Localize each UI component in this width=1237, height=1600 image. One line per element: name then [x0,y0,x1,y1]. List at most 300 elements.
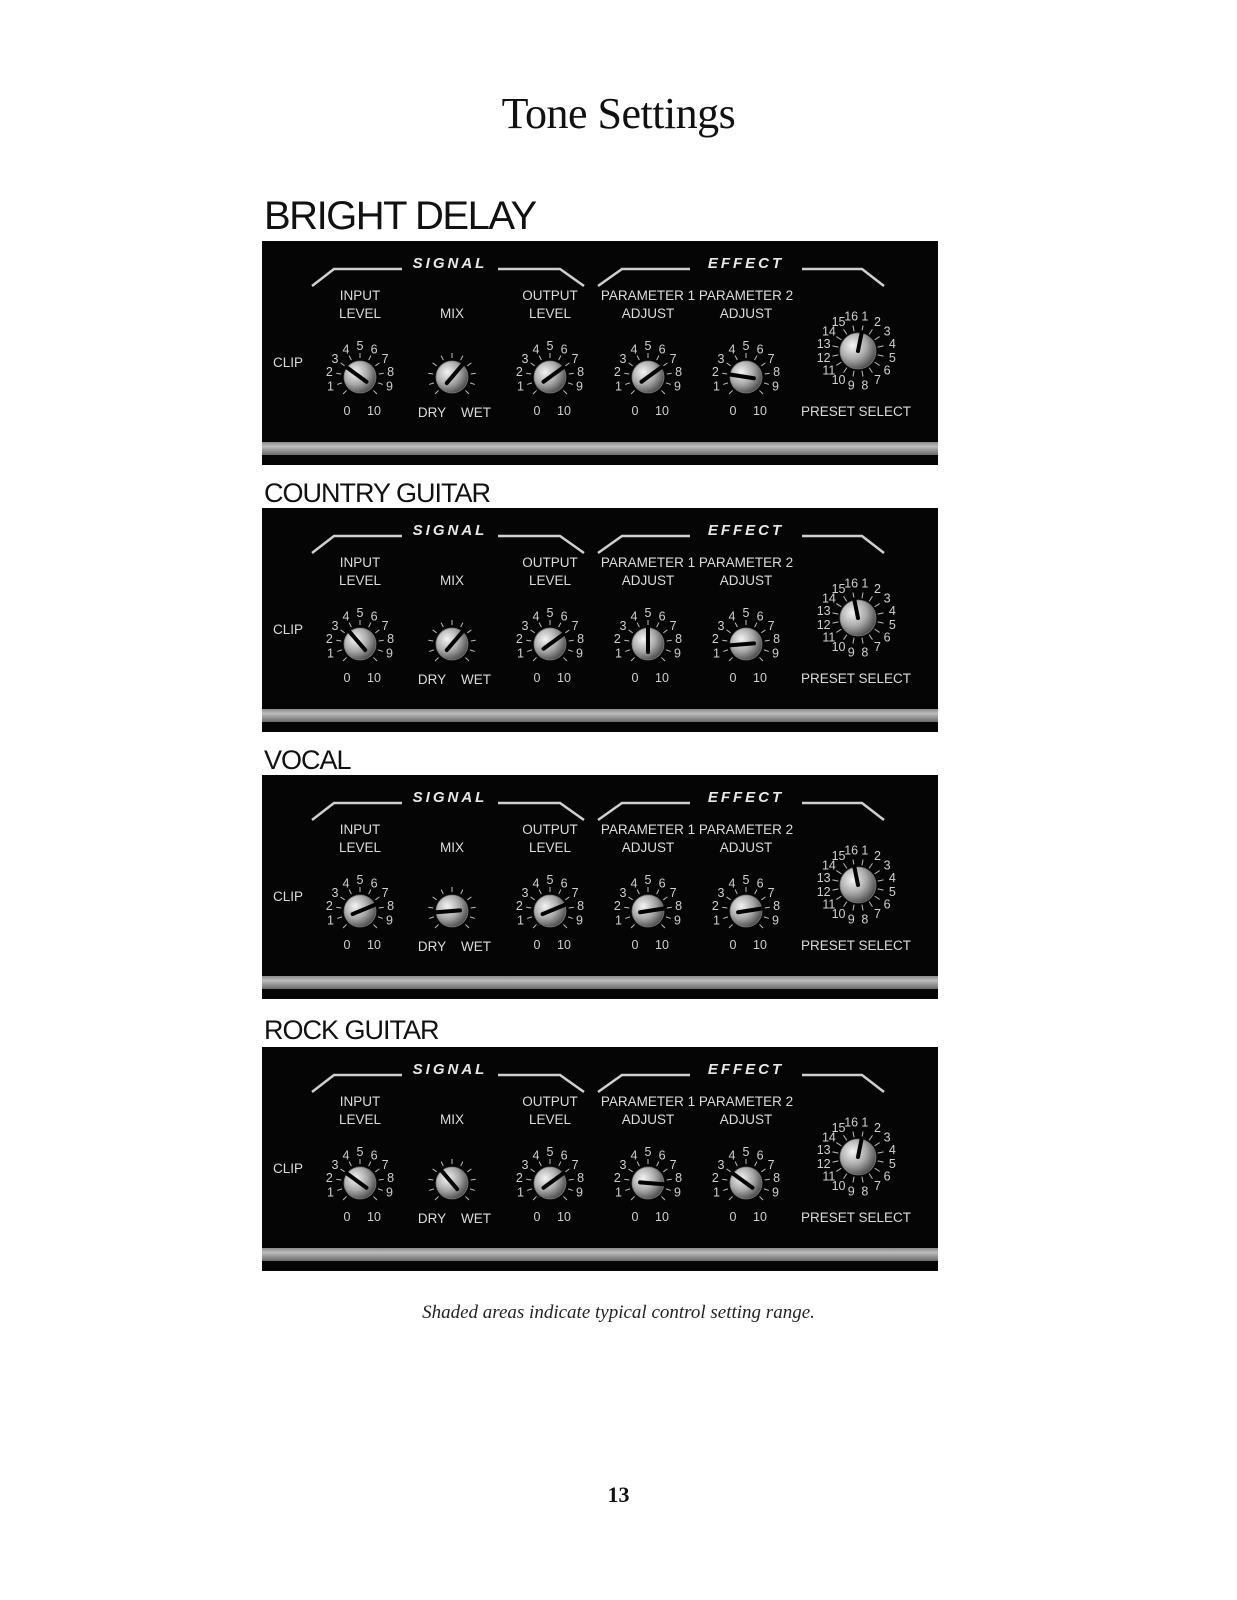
dial-tick [531,897,535,900]
dial-tick [336,373,341,374]
dial-tick [539,1162,541,1166]
preset-tick [832,1161,838,1162]
dial-number: 6 [658,609,666,624]
param2-label: PARAMETER 2 [698,1094,794,1109]
dial-tick [526,640,531,641]
preset-number: 9 [847,912,855,927]
dial-tick [539,890,541,894]
preset-tick [878,1161,884,1162]
preset-tick [878,613,884,614]
dial-number: 7 [381,885,389,900]
dial-tick [663,897,667,900]
param1-label: ADJUST [621,1112,675,1127]
dial-tick [433,897,437,900]
dial-number: 4 [342,876,350,891]
dial-number: 9 [386,1185,393,1200]
dial-number: 5 [644,339,652,353]
dial-tick [637,890,639,894]
dial-tick [527,917,532,919]
preset-tick [875,337,880,340]
dial-tick [629,363,633,366]
dial-number: 10 [655,1210,669,1224]
input-level-label: LEVEL [338,306,382,321]
dial-number: 4 [728,342,736,357]
dial-number: 1 [327,913,334,928]
dial-number: 1 [327,379,334,394]
dial-tick [666,650,671,652]
dial-number: 2 [515,899,523,914]
dial-tick [624,907,629,908]
dial-number: 3 [619,351,627,366]
param2-label: ADJUST [719,1112,773,1127]
preset-number: 16 [844,843,859,858]
dial-tick [765,907,770,908]
dial-number: 6 [658,876,666,891]
dial-tick [373,1196,377,1200]
dial-number: 2 [613,365,621,380]
dial-number: 7 [669,351,677,366]
preset-number: 1 [861,576,869,591]
param1-label: ADJUST [621,306,675,321]
dial-tick [631,924,635,928]
dial-number: 5 [546,1145,554,1159]
dial-tick [764,917,769,919]
dial-tick [729,1196,733,1200]
page-title: Tone Settings [501,89,736,138]
output-level-knob[interactable] [516,873,584,952]
dial-number: 1 [713,913,720,928]
dial-tick [568,917,573,919]
dial-number: 9 [386,646,393,661]
dial-tick [461,356,463,360]
dial-number: 3 [331,351,339,366]
preset-tick [862,859,863,865]
preset-number: 8 [861,1184,869,1199]
preset-tick [862,592,863,598]
dial-tick [471,373,476,374]
mix-knob[interactable] [428,620,475,661]
dial-tick [337,1189,342,1191]
dial-tick [429,917,434,919]
input-level-knob[interactable] [326,339,394,418]
dial-number: 3 [717,1157,725,1172]
dial-number: 6 [370,609,378,624]
dial-number: 7 [571,618,579,633]
dial-tick [373,924,377,928]
dial-number: 10 [753,404,767,418]
clip-label: CLIP [272,355,304,370]
input-level-label: INPUT [339,288,381,303]
dial-tick [467,630,471,633]
preset-number: 7 [873,373,881,388]
dial-tick [661,924,665,928]
dial-tick [663,1169,667,1172]
dial-tick [569,907,574,908]
section-signal-label: SIGNAL [412,1061,488,1078]
output-level-label: OUTPUT [522,822,578,837]
dial-number: 8 [387,365,395,380]
section-brackets [312,269,884,286]
dry-label: DRY [417,939,447,954]
dial-tick [761,1169,765,1172]
param2-knob[interactable] [712,873,780,952]
dial-tick [624,373,629,374]
dial-tick [667,1179,672,1180]
preset-tick [844,635,847,640]
dial-tick [429,650,434,652]
dial-number: 5 [546,339,554,353]
input-level-knob[interactable] [326,606,394,685]
preset-tick [836,1143,841,1146]
dial-tick [729,390,733,394]
dial-tick [349,356,351,360]
dial-number: 3 [717,885,725,900]
dial-number: 9 [674,1185,681,1200]
dial-number: 4 [630,1148,638,1163]
dial-tick [441,356,443,360]
dial-tick [727,1169,731,1172]
preset-number: 2 [873,1120,881,1135]
preset-number: 7 [873,1179,881,1194]
dial-number: 5 [742,1145,750,1159]
dial-tick [624,1179,629,1180]
dial-tick [336,640,341,641]
preset-name: VOCAL [264,745,351,775]
dial-tick [629,1169,633,1172]
dial-number: 1 [517,1185,524,1200]
dial-number: 8 [577,365,585,380]
dial-tick [729,657,733,661]
preset-tick [853,905,854,911]
dial-tick [378,383,383,385]
dial-tick [533,1196,537,1200]
output-level-knob[interactable] [516,1145,584,1224]
dial-tick [343,657,347,661]
dial-tick [465,390,469,394]
dial-number: 8 [675,899,683,914]
dial-tick [722,907,727,908]
dial-number: 4 [342,1148,350,1163]
dial-number: 9 [386,379,393,394]
dial-number: 10 [753,1210,767,1224]
dial-number: 3 [717,351,725,366]
input-level-label: LEVEL [338,840,382,855]
output-level-knob[interactable] [516,606,584,685]
dial-tick [373,657,377,661]
dial-tick [764,383,769,385]
output-level-knob[interactable] [516,339,584,418]
param2-knob[interactable] [712,339,780,418]
dial-number: 3 [521,1157,529,1172]
output-level-label: OUTPUT [522,1094,578,1109]
preset-number: 1 [861,309,869,324]
preset-number: 15 [831,581,846,596]
dial-tick [667,640,672,641]
param1-knob[interactable] [614,606,682,685]
dial-number: 3 [619,618,627,633]
dial-number: 2 [613,899,621,914]
dial-number: 8 [773,632,781,647]
preset-tick [878,622,884,623]
dial-tick [379,373,384,374]
dial-tick [441,1162,443,1166]
dial-number: 9 [772,913,779,928]
param1-knob[interactable] [614,339,682,418]
dial-number: 7 [669,1157,677,1172]
dial-tick [343,390,347,394]
dial-tick [765,640,770,641]
dial-tick [378,917,383,919]
dial-tick [761,630,765,633]
dial-number: 5 [644,873,652,887]
dial-number: 6 [370,342,378,357]
dial-tick [470,650,475,652]
preset-tick [875,1143,880,1146]
preset-number: 5 [888,617,896,632]
dial-number: 2 [711,365,719,380]
dial-number: 0 [729,671,737,685]
preset-tick [853,638,854,644]
clip-label: CLIP [272,622,304,637]
preset-number: 8 [861,645,869,660]
dial-number: 9 [772,646,779,661]
preset-tick [832,880,838,881]
dial-tick [666,1189,671,1191]
preset-number: 8 [861,378,869,393]
dry-label: DRY [417,1211,447,1226]
dial-tick [375,1169,379,1172]
dial-tick [759,1196,763,1200]
dial-number: 4 [532,876,540,891]
preset-number: 16 [844,309,859,324]
preset-number: 10 [831,1179,846,1194]
dial-tick [375,897,379,900]
dial-tick [565,897,569,900]
dial-tick [722,1179,727,1180]
dial-tick [533,390,537,394]
param1-knob[interactable] [614,1145,682,1224]
panel-graphics [262,775,938,999]
dial-tick [661,1196,665,1200]
dial-tick [433,1169,437,1172]
preset-tick [832,622,838,623]
dial-number: 8 [387,632,395,647]
preset-tick [869,863,872,868]
dial-number: 10 [557,404,571,418]
dial-number: 7 [381,1157,389,1172]
dial-number: 0 [343,671,351,685]
dial-tick [533,657,537,661]
preset-tick [836,337,841,340]
caption: Shaded areas indicate typical control setting range. [422,1302,815,1323]
dial-tick [337,383,342,385]
dial-tick [435,657,439,661]
section-signal-label: SIGNAL [412,789,488,806]
preset-tick [844,596,847,601]
dial-tick [373,390,377,394]
param2-knob[interactable] [712,606,780,685]
preset-tick [844,1174,847,1179]
param1-label: ADJUST [621,573,675,588]
param2-label: ADJUST [719,306,773,321]
preset-number: 16 [844,576,859,591]
dial-number: 1 [517,913,524,928]
dial-number: 1 [615,379,622,394]
preset-select-label: PRESET SELECT [800,671,912,686]
dial-number: 5 [356,873,364,887]
dial-number: 4 [532,342,540,357]
dial-number: 5 [356,339,364,353]
dial-tick [470,383,475,385]
dial-number: 3 [521,618,529,633]
dial-number: 6 [658,342,666,357]
param2-knob[interactable] [712,1145,780,1224]
preset-tick [869,596,872,601]
dial-tick [461,623,463,627]
dial-tick [531,1169,535,1172]
preset-number: 5 [888,350,896,365]
preset-number: 6 [883,363,891,378]
preset-number: 3 [883,324,891,339]
section-signal-label: SIGNAL [412,522,488,539]
dial-number: 2 [325,365,333,380]
output-level-label: OUTPUT [522,555,578,570]
preset-number: 14 [821,858,836,873]
preset-number: 15 [831,1120,846,1135]
dial-number: 6 [756,342,764,357]
dial-tick [337,917,342,919]
preset-select-knob[interactable] [817,310,896,393]
dial-tick [563,924,567,928]
dial-tick [764,1189,769,1191]
preset-number: 6 [883,630,891,645]
preset-number: 13 [816,337,831,352]
param2-label: ADJUST [719,573,773,588]
dial-number: 10 [753,938,767,952]
dial-tick [667,907,672,908]
preset-number: 12 [816,350,831,365]
mix-label: MIX [439,306,465,321]
dial-tick [378,650,383,652]
preset-tick [878,880,884,881]
dial-number: 8 [773,365,781,380]
dial-number: 1 [713,1185,720,1200]
dial-tick [428,640,433,641]
dial-tick [471,1179,476,1180]
preset-select-knob[interactable] [817,844,896,927]
dial-number: 7 [381,351,389,366]
dial-tick [629,897,633,900]
mix-knob[interactable] [428,1159,475,1200]
dial-tick [531,363,535,366]
wet-label: WET [461,1211,491,1226]
preset-number: 7 [873,907,881,922]
dial-number: 2 [613,632,621,647]
mix-knob[interactable] [428,887,475,928]
param1-label: PARAMETER 1 [600,1094,696,1109]
section-effect-label: EFFECT [707,1061,785,1078]
preset-number: 2 [873,848,881,863]
control-panel [262,1047,938,1271]
dial-number: 2 [325,1171,333,1186]
preset-tick [836,871,841,874]
dial-tick [527,383,532,385]
dial-number: 2 [515,1171,523,1186]
dial-number: 0 [729,404,737,418]
dial-tick [563,1196,567,1200]
mix-knob[interactable] [428,353,475,394]
dial-tick [759,924,763,928]
dial-number: 8 [773,1171,781,1186]
preset-select-knob[interactable] [817,1116,896,1199]
preset-number: 15 [831,848,846,863]
dial-tick [470,917,475,919]
dial-tick [637,623,639,627]
dial-tick [470,1189,475,1191]
preset-number: 5 [888,884,896,899]
dial-number: 5 [742,606,750,620]
dial-number: 0 [729,938,737,952]
dial-tick [729,924,733,928]
dial-number: 5 [356,606,364,620]
dial-tick [631,390,635,394]
preset-select-label: PRESET SELECT [800,1210,912,1225]
input-level-knob[interactable] [326,1145,394,1224]
dial-number: 8 [577,632,585,647]
dial-tick [341,363,345,366]
dial-number: 7 [571,1157,579,1172]
dial-number: 6 [560,609,568,624]
dial-tick [727,897,731,900]
section-signal-label: SIGNAL [412,255,488,272]
clip-label: CLIP [272,889,304,904]
input-level-knob[interactable] [326,873,394,952]
preset-number: 3 [883,1130,891,1145]
dial-tick [563,657,567,661]
preset-number: 10 [831,373,846,388]
dial-number: 7 [381,618,389,633]
dial-number: 9 [386,913,393,928]
preset-select-knob[interactable] [817,577,896,660]
preset-tick [836,896,841,899]
preset-select-label: PRESET SELECT [800,938,912,953]
dial-tick [379,1179,384,1180]
preset-select-label: PRESET SELECT [800,404,912,419]
dial-number: 5 [644,606,652,620]
dial-number: 8 [675,365,683,380]
control-panel [262,508,938,732]
dial-tick [625,650,630,652]
preset-number: 13 [816,604,831,619]
preset-tick [853,1131,854,1137]
dial-tick [349,890,351,894]
param1-knob[interactable] [614,873,682,952]
dial-number: 9 [674,913,681,928]
dial-tick [526,907,531,908]
dial-tick [625,1189,630,1191]
preset-number: 13 [816,1143,831,1158]
section-effect-label: EFFECT [707,522,785,539]
dial-tick [337,650,342,652]
preset-number: 14 [821,324,836,339]
dial-tick [722,373,727,374]
dial-number: 6 [756,609,764,624]
preset-tick [836,604,841,607]
dial-number: 4 [728,1148,736,1163]
preset-number: 4 [888,871,896,886]
dial-tick [428,907,433,908]
dial-number: 1 [615,1185,622,1200]
